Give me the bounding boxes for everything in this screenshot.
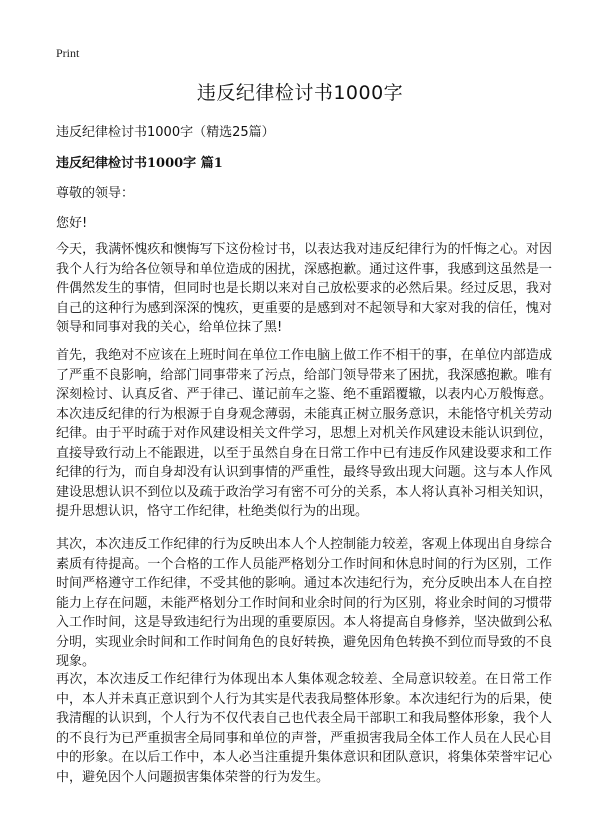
section-heading: 违反纪律检讨书1000字 篇1 xyxy=(56,156,223,171)
paragraph-4: 再次，本次违反工作纪律行为体现出本人集体观念较差、全局意识较差。在日常工作中，本人并未真正意识到个人行为其实是代表我局整体形象。本次违纪行为的后果，使我清醒的认识到，个人行为不仅代表自己也代表全局干部职工和我局整体形象，我个人的不良行为已严重损害全局同事和单位的声誉，严重损害我局全体工作人员在人民心目中的形象。在以后工作中，本人必当注重提升集体意识和团队意识，将集体荣誉牢记心中，避免因个人问题损害集体荣誉的行为发生。 xyxy=(56,672,552,785)
salutation: 尊敬的领导： xyxy=(56,186,135,201)
paragraph-1: 今天，我满怀愧疚和懊悔写下这份检讨书，以表达我对违反纪律行为的忏悔之心。对因我个人行为给各位领导和单位造成的困扰，深感抱歉。通过这件事，我感到这虽然是一件偶然发生的事情，但同时也是长期以来对自己放松要求的必然后果。经过反思，我对自己的这种行为感到深深的愧疚，更重要的是感到对不起领导和大家对我的信任，愧对领导和同事对我的关心，给单位抹了黑! xyxy=(56,242,552,335)
paragraph-3: 其次，本次违反工作纪律的行为反映出本人个人控制能力较差，客观上体现出自身综合素质有待提高。一个合格的工作人员能严格划分工作时间和休息时间的行为区别，工作时间严格遵守工作纪律，不受其他的影响。通过本次违纪行为，充分反映出本人在自控能力上存在问题，未能严格划分工作时间和业余时间的行为区别，将业余时间的习惯带入工作时间，这是导致违纪行为出现的重要原因。本人将提高自身修养，坚决做到公私分明，实现业余时间和工作时间角色的良好转换，避免因角色转换不到位而导致的不良现象。 xyxy=(56,537,552,669)
paragraph-2: 首先，我绝对不应该在上班时间在单位工作电脑上做工作不相干的事，在单位内部造成了严重不良影响，给部门同事带来了污点，给部门领导带来了困扰，我深感抱歉。唯有深刻检讨、认真反省、严于律己、谨记前车之鉴、绝不重蹈覆辙，以表内心万般悔意。本次违反纪律的行为根源于自身观念薄弱，未能真正树立服务意识，未能恪守机关劳动纪律。由于平时疏于对作风建设相关文件学习，思想上对机关作风建设未能认识到位，直接导致行动上不能跟进，以至于虽然自身在日常工作中已有违反作风建设要求和工作纪律的行为，而自身却没有认识到事情的严重性，最终导致出现大问题。这与本人作风建设思想认识不到位以及疏于政治学习有密不可分的关系，本人将认真补习相关知识，提升思想认识，恪守工作纪律，杜绝类似行为的出现。 xyxy=(56,348,552,519)
greeting: 您好! xyxy=(56,216,88,231)
document-title: 违反纪律检讨书1000字 xyxy=(196,82,404,104)
document-subtitle: 违反纪律检讨书1000字（精选25篇） xyxy=(56,125,275,140)
print-link[interactable]: Print xyxy=(56,46,80,60)
